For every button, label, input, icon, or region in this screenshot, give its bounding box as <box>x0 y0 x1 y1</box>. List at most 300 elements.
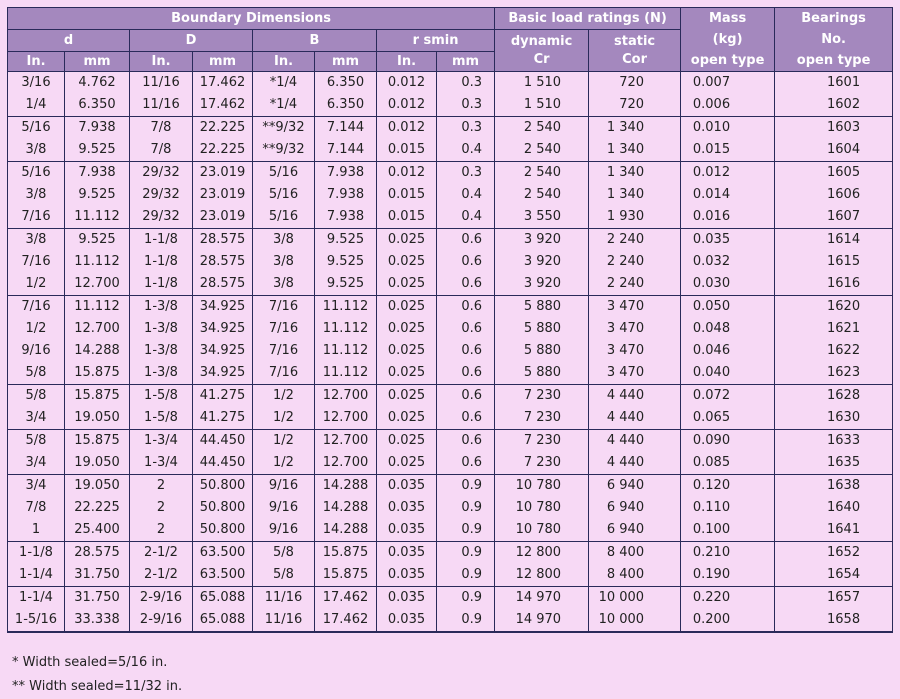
bearing-number-cell: 1623 <box>775 362 893 385</box>
b-mm-cell: 15.875 <box>315 564 377 587</box>
outer-d-mm-cell: 17.462 <box>193 72 253 95</box>
b-in-cell: 7/16 <box>253 296 315 319</box>
rsmin-mm-cell: 0.4 <box>437 206 495 229</box>
rsmin-in-cell: 0.025 <box>377 430 437 453</box>
bearing-number-cell: 1638 <box>775 475 893 498</box>
b-mm-cell: 14.288 <box>315 475 377 498</box>
b-in-cell: 9/16 <box>253 475 315 498</box>
d-in-cell: 5/16 <box>8 162 65 185</box>
mass-cell: 0.012 <box>681 162 775 185</box>
outer-d-mm-cell: 23.019 <box>193 162 253 185</box>
mass-header-line3: open type <box>690 53 765 68</box>
rsmin-in-cell: 0.015 <box>377 206 437 229</box>
b-mm-cell: 7.938 <box>315 184 377 206</box>
b-mm-cell: 6.350 <box>315 72 377 95</box>
dynamic-cr-cell: 2 540 <box>495 184 589 206</box>
rsmin-mm-cell: 0.6 <box>437 318 495 340</box>
rsmin-mm-cell: 0.6 <box>437 430 495 453</box>
rsmin-in-cell: 0.035 <box>377 564 437 587</box>
table-row <box>8 94 893 117</box>
b-mm-header: mm <box>315 52 377 72</box>
outer-d-in-cell: 2-9/16 <box>130 609 193 632</box>
rsmin-in-cell: 0.025 <box>377 362 437 385</box>
outer-d-mm-cell: 34.925 <box>193 318 253 340</box>
outer-d-in-cell: 1-5/8 <box>130 407 193 430</box>
outer-d-mm-cell: 41.275 <box>193 407 253 430</box>
d-mm-cell: 31.750 <box>65 564 130 587</box>
load-ratings-header: Basic load ratings (N) <box>495 8 681 30</box>
b-in-cell: 3/8 <box>253 273 315 296</box>
outer-d-in-cell: 1-1/8 <box>130 273 193 296</box>
d-mm-cell: 9.525 <box>65 139 130 162</box>
bearing-number-cell: 1614 <box>775 229 893 252</box>
b-mm-cell: 7.938 <box>315 206 377 229</box>
b-in-cell: 9/16 <box>253 519 315 542</box>
d-mm-cell: 19.050 <box>65 452 130 475</box>
outer-d-mm-cell: 34.925 <box>193 296 253 319</box>
footnote-single-asterisk: * Width sealed=5/16 in. <box>12 655 168 670</box>
outer-d-mm-cell: 23.019 <box>193 206 253 229</box>
outer-d-mm-cell: 34.925 <box>193 340 253 362</box>
mass-cell: 0.046 <box>681 340 775 362</box>
bearing-number-cell: 1658 <box>775 609 893 632</box>
bearing-table-container <box>7 7 893 633</box>
outer-d-in-cell: 1-3/8 <box>130 340 193 362</box>
mass-cell: 0.010 <box>681 117 775 140</box>
b-mm-cell: 9.525 <box>315 229 377 252</box>
dynamic-cr-cell: 7 230 <box>495 430 589 453</box>
rsmin-in-cell: 0.025 <box>377 229 437 252</box>
static-cor-cell: 10 000 <box>589 587 681 610</box>
bearing-dimensions-table <box>7 7 893 633</box>
table-row <box>8 296 893 319</box>
mass-cell: 0.085 <box>681 452 775 475</box>
b-mm-cell: 11.112 <box>315 340 377 362</box>
outer-d-mm-cell: 23.019 <box>193 184 253 206</box>
outer-d-in-cell: 2 <box>130 519 193 542</box>
rsmin-mm-cell: 0.6 <box>437 340 495 362</box>
b-in-cell: 11/16 <box>253 587 315 610</box>
static-cor-cell: 1 340 <box>589 162 681 185</box>
rsmin-in-cell: 0.035 <box>377 609 437 632</box>
rsmin-mm-cell: 0.6 <box>437 296 495 319</box>
rsmin-mm-cell: 0.9 <box>437 542 495 565</box>
dynamic-cr-cell: 1 510 <box>495 72 589 95</box>
d-mm-cell: 11.112 <box>65 251 130 273</box>
table-row <box>8 251 893 273</box>
b-mm-cell: 17.462 <box>315 609 377 632</box>
mass-cell: 0.120 <box>681 475 775 498</box>
b-in-cell: 7/16 <box>253 340 315 362</box>
mass-cell: 0.016 <box>681 206 775 229</box>
b-mm-cell: 9.525 <box>315 273 377 296</box>
static-cor-cell: 1 340 <box>589 117 681 140</box>
b-mm-cell: 17.462 <box>315 587 377 610</box>
rsmin-header: r smin <box>377 30 495 52</box>
outer-d-in-cell: 29/32 <box>130 206 193 229</box>
table-row <box>8 452 893 475</box>
rsmin-in-cell: 0.025 <box>377 385 437 408</box>
static-cor-cell: 6 940 <box>589 497 681 519</box>
dynamic-cr-cell: 7 230 <box>495 385 589 408</box>
b-in-cell: 9/16 <box>253 497 315 519</box>
rsmin-in-cell: 0.025 <box>377 251 437 273</box>
bearing-number-cell: 1633 <box>775 430 893 453</box>
static-cor-cell: 720 <box>589 94 681 117</box>
d-in-cell: 1/2 <box>8 273 65 296</box>
dynamic-label: dynamic <box>510 33 573 49</box>
d-in-cell: 7/8 <box>8 497 65 519</box>
b-mm-cell: 11.112 <box>315 362 377 385</box>
mass-header <box>681 8 775 72</box>
dynamic-cr-cell: 5 880 <box>495 340 589 362</box>
static-cor-cell: 720 <box>589 72 681 95</box>
dynamic-cr-cell: 10 780 <box>495 519 589 542</box>
d-in-cell: 5/8 <box>8 362 65 385</box>
rsmin-in-cell: 0.015 <box>377 139 437 162</box>
d-mm-cell: 19.050 <box>65 475 130 498</box>
dynamic-cr-cell: 1 510 <box>495 94 589 117</box>
outer-d-in-header: In. <box>130 52 193 72</box>
outer-d-in-cell: 11/16 <box>130 72 193 95</box>
d-in-cell: 7/16 <box>8 206 65 229</box>
mass-cell: 0.090 <box>681 430 775 453</box>
footnotes <box>12 651 182 699</box>
mass-cell: 0.220 <box>681 587 775 610</box>
d-in-cell: 3/4 <box>8 452 65 475</box>
static-cor-cell: 1 930 <box>589 206 681 229</box>
d-in-cell: 1-1/8 <box>8 542 65 565</box>
dynamic-cr-cell: 5 880 <box>495 362 589 385</box>
b-in-cell: 5/16 <box>253 184 315 206</box>
d-in-cell: 5/8 <box>8 385 65 408</box>
static-cor-cell: 8 400 <box>589 542 681 565</box>
outer-d-mm-header: mm <box>193 52 253 72</box>
b-in-cell: 11/16 <box>253 609 315 632</box>
d-in-cell: 1-5/16 <box>8 609 65 632</box>
outer-d-mm-cell: 41.275 <box>193 385 253 408</box>
outer-d-mm-cell: 44.450 <box>193 452 253 475</box>
d-mm-cell: 25.400 <box>65 519 130 542</box>
rsmin-mm-cell: 0.4 <box>437 139 495 162</box>
outer-d-mm-cell: 28.575 <box>193 229 253 252</box>
b-mm-cell: 7.938 <box>315 162 377 185</box>
dynamic-cr-cell: 12 800 <box>495 564 589 587</box>
b-in-cell: 1/2 <box>253 452 315 475</box>
static-header <box>589 30 681 72</box>
rsmin-mm-cell: 0.9 <box>437 587 495 610</box>
table-row <box>8 340 893 362</box>
table-row <box>8 587 893 610</box>
table-row <box>8 229 893 252</box>
rsmin-mm-cell: 0.6 <box>437 385 495 408</box>
outer-d-in-cell: 1-5/8 <box>130 385 193 408</box>
mass-cell: 0.035 <box>681 229 775 252</box>
dynamic-cr-cell: 2 540 <box>495 139 589 162</box>
outer-d-in-cell: 2-1/2 <box>130 542 193 565</box>
bearing-number-cell: 1654 <box>775 564 893 587</box>
outer-d-mm-cell: 63.500 <box>193 542 253 565</box>
rsmin-mm-cell: 0.3 <box>437 94 495 117</box>
table-row <box>8 609 893 632</box>
d-header: d <box>8 30 130 52</box>
rsmin-in-cell: 0.012 <box>377 162 437 185</box>
dynamic-cr-cell: 7 230 <box>495 452 589 475</box>
b-in-header: In. <box>253 52 315 72</box>
cor-label: Cor <box>622 51 648 67</box>
rsmin-mm-cell: 0.9 <box>437 497 495 519</box>
bearing-number-cell: 1603 <box>775 117 893 140</box>
static-cor-cell: 6 940 <box>589 475 681 498</box>
table-row <box>8 139 893 162</box>
b-in-cell: 1/2 <box>253 407 315 430</box>
dynamic-cr-cell: 3 920 <box>495 251 589 273</box>
outer-d-in-cell: 11/16 <box>130 94 193 117</box>
outer-d-in-cell: 1-3/8 <box>130 362 193 385</box>
bearing-number-cell: 1601 <box>775 72 893 95</box>
mass-cell: 0.190 <box>681 564 775 587</box>
d-mm-cell: 11.112 <box>65 296 130 319</box>
static-cor-cell: 4 440 <box>589 430 681 453</box>
outer-d-in-cell: 1-3/8 <box>130 296 193 319</box>
mass-cell: 0.072 <box>681 385 775 408</box>
b-in-cell: 7/16 <box>253 318 315 340</box>
static-cor-cell: 10 000 <box>589 609 681 632</box>
d-in-cell: 1 <box>8 519 65 542</box>
static-cor-cell: 3 470 <box>589 340 681 362</box>
outer-d-in-cell: 1-3/4 <box>130 430 193 453</box>
table-row <box>8 430 893 453</box>
d-in-cell: 5/16 <box>8 117 65 140</box>
outer-d-mm-cell: 65.088 <box>193 587 253 610</box>
dynamic-cr-cell: 2 540 <box>495 117 589 140</box>
outer-d-mm-cell: 65.088 <box>193 609 253 632</box>
table-body <box>8 72 893 633</box>
rsmin-mm-cell: 0.6 <box>437 229 495 252</box>
d-mm-cell: 9.525 <box>65 229 130 252</box>
rsmin-mm-cell: 0.9 <box>437 475 495 498</box>
mass-cell: 0.065 <box>681 407 775 430</box>
d-in-cell: 7/16 <box>8 251 65 273</box>
d-in-cell: 7/16 <box>8 296 65 319</box>
static-cor-cell: 1 340 <box>589 139 681 162</box>
bearing-header-line1: Bearings <box>801 11 866 26</box>
b-in-cell: **9/32 <box>253 117 315 140</box>
outer-d-mm-cell: 22.225 <box>193 139 253 162</box>
bearing-number-cell: 1615 <box>775 251 893 273</box>
d-in-cell: 1/4 <box>8 94 65 117</box>
bearing-number-cell: 1616 <box>775 273 893 296</box>
rsmin-in-cell: 0.035 <box>377 497 437 519</box>
table-row <box>8 318 893 340</box>
d-mm-cell: 28.575 <box>65 542 130 565</box>
outer-d-mm-cell: 22.225 <box>193 117 253 140</box>
static-cor-cell: 2 240 <box>589 251 681 273</box>
d-in-cell: 1-1/4 <box>8 587 65 610</box>
bearing-number-cell: 1628 <box>775 385 893 408</box>
rsmin-mm-cell: 0.6 <box>437 362 495 385</box>
static-cor-cell: 1 340 <box>589 184 681 206</box>
rsmin-mm-cell: 0.3 <box>437 72 495 95</box>
outer-d-in-cell: 2 <box>130 475 193 498</box>
outer-d-mm-cell: 28.575 <box>193 273 253 296</box>
d-mm-cell: 31.750 <box>65 587 130 610</box>
rsmin-mm-cell: 0.9 <box>437 564 495 587</box>
outer-d-in-cell: 1-1/8 <box>130 229 193 252</box>
static-cor-cell: 3 470 <box>589 296 681 319</box>
rsmin-mm-cell: 0.6 <box>437 251 495 273</box>
dynamic-cr-cell: 3 920 <box>495 229 589 252</box>
rsmin-mm-cell: 0.9 <box>437 609 495 632</box>
static-label: static <box>614 33 656 49</box>
d-in-cell: 3/8 <box>8 184 65 206</box>
table-row <box>8 475 893 498</box>
mass-cell: 0.032 <box>681 251 775 273</box>
bearing-number-cell: 1641 <box>775 519 893 542</box>
b-mm-cell: 6.350 <box>315 94 377 117</box>
d-mm-cell: 4.762 <box>65 72 130 95</box>
d-in-cell: 3/4 <box>8 407 65 430</box>
rsmin-mm-cell: 0.9 <box>437 519 495 542</box>
b-in-cell: *1/4 <box>253 72 315 95</box>
bearing-number-cell: 1635 <box>775 452 893 475</box>
b-in-cell: 5/8 <box>253 542 315 565</box>
dynamic-cr-cell: 3 920 <box>495 273 589 296</box>
bearing-number-cell: 1657 <box>775 587 893 610</box>
b-in-cell: 3/8 <box>253 251 315 273</box>
rsmin-in-cell: 0.035 <box>377 519 437 542</box>
rsmin-in-header: In. <box>377 52 437 72</box>
d-mm-cell: 12.700 <box>65 318 130 340</box>
dynamic-cr-cell: 5 880 <box>495 318 589 340</box>
outer-d-mm-cell: 44.450 <box>193 430 253 453</box>
bearing-header-line3: open type <box>796 53 871 68</box>
d-mm-cell: 9.525 <box>65 184 130 206</box>
mass-cell: 0.014 <box>681 184 775 206</box>
rsmin-in-cell: 0.025 <box>377 318 437 340</box>
table-row <box>8 362 893 385</box>
bearing-number-cell: 1605 <box>775 162 893 185</box>
mass-cell: 0.015 <box>681 139 775 162</box>
static-cor-cell: 4 440 <box>589 385 681 408</box>
b-in-cell: *1/4 <box>253 94 315 117</box>
d-mm-cell: 22.225 <box>65 497 130 519</box>
mass-cell: 0.030 <box>681 273 775 296</box>
table-row <box>8 117 893 140</box>
table-row <box>8 206 893 229</box>
outer-d-in-cell: 1-1/8 <box>130 251 193 273</box>
b-mm-cell: 9.525 <box>315 251 377 273</box>
d-mm-cell: 7.938 <box>65 162 130 185</box>
outer-d-in-cell: 29/32 <box>130 162 193 185</box>
bearing-number-cell: 1640 <box>775 497 893 519</box>
mass-cell: 0.006 <box>681 94 775 117</box>
rsmin-mm-cell: 0.6 <box>437 452 495 475</box>
d-in-cell: 3/8 <box>8 139 65 162</box>
b-mm-cell: 14.288 <box>315 497 377 519</box>
rsmin-in-cell: 0.015 <box>377 184 437 206</box>
dynamic-cr-cell: 3 550 <box>495 206 589 229</box>
bearing-header-line2: No. <box>821 32 846 47</box>
rsmin-mm-header: mm <box>437 52 495 72</box>
bearing-number-cell: 1622 <box>775 340 893 362</box>
rsmin-mm-cell: 0.6 <box>437 273 495 296</box>
outer-d-mm-cell: 28.575 <box>193 251 253 273</box>
b-mm-cell: 12.700 <box>315 407 377 430</box>
mass-cell: 0.048 <box>681 318 775 340</box>
outer-d-in-cell: 29/32 <box>130 184 193 206</box>
b-in-cell: 5/16 <box>253 206 315 229</box>
d-mm-cell: 12.700 <box>65 273 130 296</box>
d-in-cell: 1-1/4 <box>8 564 65 587</box>
static-cor-cell: 3 470 <box>589 318 681 340</box>
dynamic-cr-cell: 7 230 <box>495 407 589 430</box>
table-row <box>8 564 893 587</box>
d-in-header: In. <box>8 52 65 72</box>
outer-d-in-cell: 1-3/8 <box>130 318 193 340</box>
rsmin-in-cell: 0.035 <box>377 587 437 610</box>
static-cor-cell: 2 240 <box>589 273 681 296</box>
d-mm-header: mm <box>65 52 130 72</box>
mass-header-line1: Mass <box>709 11 747 26</box>
b-in-cell: 1/2 <box>253 385 315 408</box>
rsmin-in-cell: 0.025 <box>377 296 437 319</box>
outer-d-header: D <box>130 30 253 52</box>
rsmin-in-cell: 0.025 <box>377 273 437 296</box>
b-in-cell: **9/32 <box>253 139 315 162</box>
rsmin-in-cell: 0.025 <box>377 452 437 475</box>
static-cor-cell: 4 440 <box>589 452 681 475</box>
dynamic-cr-cell: 5 880 <box>495 296 589 319</box>
d-in-cell: 3/16 <box>8 72 65 95</box>
rsmin-in-cell: 0.025 <box>377 340 437 362</box>
outer-d-mm-cell: 34.925 <box>193 362 253 385</box>
mass-header-line2: (kg) <box>712 32 743 47</box>
b-mm-cell: 11.112 <box>315 296 377 319</box>
b-mm-cell: 12.700 <box>315 452 377 475</box>
outer-d-in-cell: 1-3/4 <box>130 452 193 475</box>
b-mm-cell: 12.700 <box>315 385 377 408</box>
mass-cell: 0.040 <box>681 362 775 385</box>
table-row <box>8 519 893 542</box>
dynamic-cr-cell: 10 780 <box>495 475 589 498</box>
d-in-cell: 9/16 <box>8 340 65 362</box>
d-in-cell: 5/8 <box>8 430 65 453</box>
static-cor-cell: 4 440 <box>589 407 681 430</box>
b-mm-cell: 11.112 <box>315 318 377 340</box>
b-mm-cell: 15.875 <box>315 542 377 565</box>
rsmin-mm-cell: 0.3 <box>437 162 495 185</box>
d-mm-cell: 33.338 <box>65 609 130 632</box>
d-in-cell: 3/4 <box>8 475 65 498</box>
d-mm-cell: 19.050 <box>65 407 130 430</box>
d-mm-cell: 14.288 <box>65 340 130 362</box>
b-in-cell: 7/16 <box>253 362 315 385</box>
d-mm-cell: 15.875 <box>65 430 130 453</box>
b-mm-cell: 12.700 <box>315 430 377 453</box>
mass-cell: 0.200 <box>681 609 775 632</box>
bearing-number-cell: 1602 <box>775 94 893 117</box>
bearing-number-cell: 1630 <box>775 407 893 430</box>
table-row <box>8 542 893 565</box>
mass-cell: 0.110 <box>681 497 775 519</box>
outer-d-mm-cell: 17.462 <box>193 94 253 117</box>
cr-label: Cr <box>533 51 550 67</box>
static-cor-cell: 8 400 <box>589 564 681 587</box>
rsmin-in-cell: 0.012 <box>377 117 437 140</box>
rsmin-in-cell: 0.035 <box>377 542 437 565</box>
b-in-cell: 1/2 <box>253 430 315 453</box>
